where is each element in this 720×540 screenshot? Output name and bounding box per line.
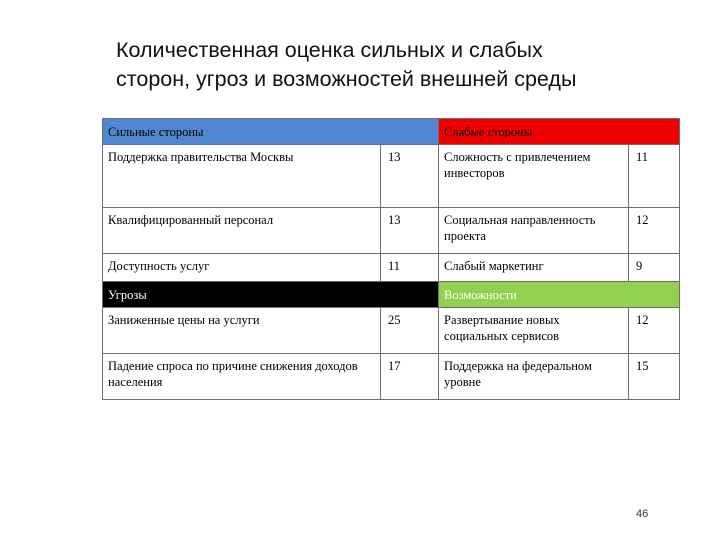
table-header-row <box>103 119 680 145</box>
weakness-score-cell: 9 <box>629 254 680 282</box>
slide-title <box>116 36 696 94</box>
opportunity-cell: Поддержка на федеральном уровне <box>439 354 629 400</box>
table-header-row <box>103 282 680 308</box>
table-row <box>103 254 680 282</box>
strength-cell: Поддержка правительства Москвы <box>103 145 381 208</box>
strength-score-cell: 13 <box>381 145 439 208</box>
strength-score-cell: 13 <box>381 208 439 254</box>
opportunity-score-cell: 12 <box>629 308 680 354</box>
strengths-header: Сильные стороны <box>103 119 439 145</box>
slide-title-line2: сторон, угроз и возможностей внешней среды <box>116 67 577 91</box>
threat-cell: Заниженные цены на услуги <box>103 308 381 354</box>
weakness-score-cell: 12 <box>629 208 680 254</box>
swot-table <box>102 118 680 400</box>
weaknesses-header: Слабые стороны <box>439 119 680 145</box>
weakness-cell: Слабый маркетинг <box>439 254 629 282</box>
threat-score-cell: 17 <box>381 354 439 400</box>
threat-cell: Падение спроса по причине снижения доходов населения <box>103 354 381 400</box>
threat-score-cell: 25 <box>381 308 439 354</box>
page-number: 46 <box>636 508 649 520</box>
table-row <box>103 354 680 400</box>
weakness-score-cell: 11 <box>629 145 680 208</box>
table-row <box>103 308 680 354</box>
strength-cell: Доступность услуг <box>103 254 381 282</box>
strength-score-cell: 11 <box>381 254 439 282</box>
table-row <box>103 145 680 208</box>
threats-header: Угрозы <box>103 282 439 308</box>
weakness-cell: Сложность с привлечением инвесторов <box>439 145 629 208</box>
weakness-cell: Социальная направленность проекта <box>439 208 629 254</box>
opportunity-score-cell: 15 <box>629 354 680 400</box>
table-row <box>103 208 680 254</box>
opportunity-cell: Развертывание новых социальных сервисов <box>439 308 629 354</box>
opportunities-header: Возможности <box>439 282 680 308</box>
slide-title-line1: Количественная оценка сильных и слабых <box>116 38 543 62</box>
strength-cell: Квалифицированный персонал <box>103 208 381 254</box>
